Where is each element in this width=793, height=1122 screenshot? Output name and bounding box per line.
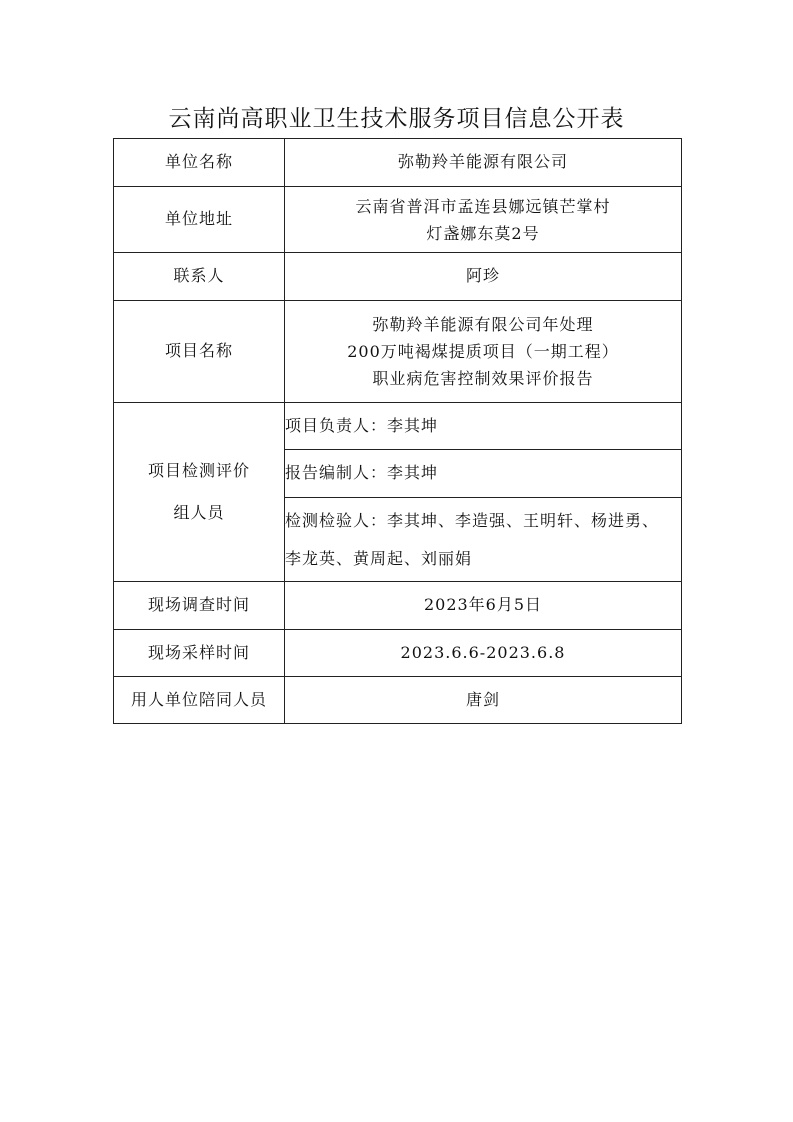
team-editor-value: 报告编制人：李其坤: [285, 450, 682, 498]
project-name-line-1: 弥勒羚羊能源有限公司年处理: [372, 315, 594, 334]
unit-name-value: 弥勒羚羊能源有限公司: [285, 139, 682, 187]
contact-label: 联系人: [114, 253, 285, 301]
survey-time-value: 2023年6月5日: [285, 582, 682, 630]
team-leader-value: 项目负责人：李其坤: [285, 403, 682, 450]
team-label-line-1: 项目检测评价: [147, 461, 250, 480]
unit-address-line-1: 云南省普洱市孟连县娜远镇芒掌村: [355, 196, 611, 216]
project-name-line-2: 200万吨褐煤提质项目（一期工程）: [347, 342, 619, 361]
escort-value: 唐剑: [285, 677, 682, 724]
team-inspectors-line-1: 检测检验人：李其坤、李造强、王明轩、杨进勇、: [285, 510, 660, 530]
table-row-sampling-time: [114, 630, 682, 677]
team-inspectors-line-2: 李龙英、黄周起、刘丽娟: [285, 548, 473, 568]
unit-address-line-2: 灯盏娜东莫2号: [426, 223, 540, 243]
table-row-unit-address: [114, 187, 682, 253]
info-table: [113, 138, 682, 724]
sampling-time-value: 2023.6.6-2023.6.8: [285, 630, 682, 677]
survey-time-label: 现场调查时间: [114, 582, 285, 630]
team-label-line-2: 组人员: [173, 503, 225, 522]
unit-name-label: 单位名称: [114, 139, 285, 187]
table-row-survey-time: [114, 582, 682, 630]
team-inspectors-value: [285, 498, 682, 582]
unit-address-label: 单位地址: [114, 187, 285, 253]
project-name-value: [285, 301, 682, 403]
table-row-contact: [114, 253, 682, 301]
table-row-team-leader: [114, 403, 682, 450]
project-name-line-3: 职业病危害控制效果评价报告: [372, 369, 594, 388]
table-row-project-name: [114, 301, 682, 403]
escort-label: 用人单位陪同人员: [114, 677, 285, 724]
page-title: 云南尚高职业卫生技术服务项目信息公开表: [168, 106, 625, 132]
table-row-escort: [114, 677, 682, 724]
team-label: [114, 403, 285, 582]
sampling-time-label: 现场采样时间: [114, 630, 285, 677]
contact-value: 阿珍: [285, 253, 682, 301]
project-name-label: 项目名称: [114, 301, 285, 403]
unit-address-value: [285, 187, 682, 253]
table-row-unit-name: [114, 139, 682, 187]
